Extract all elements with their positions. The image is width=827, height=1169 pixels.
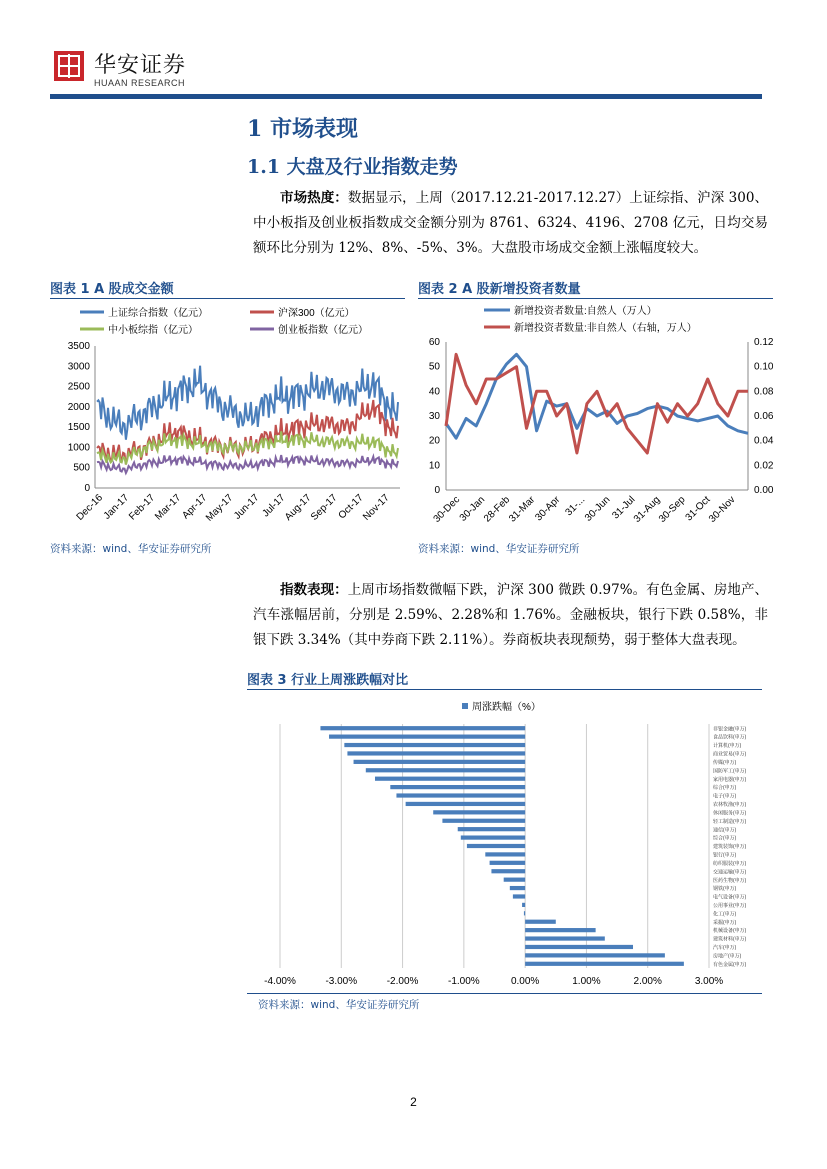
category-label: 医药生物(申万)	[713, 877, 747, 884]
x-tick-label: Dec-16	[74, 492, 106, 523]
bar	[504, 878, 525, 882]
category-label: 建筑材料(申万)	[713, 936, 747, 943]
category-label: 通信(申万)	[713, 827, 737, 834]
x-tick-label: 2.00%	[633, 976, 662, 987]
y-tick-label: 1000	[67, 442, 90, 454]
y-tick-label: 10	[428, 460, 440, 472]
x-tick-label: 30-Dec	[431, 494, 463, 525]
category-label: 交通运输(申万)	[713, 869, 747, 876]
category-label: 计算机(申万)	[713, 743, 742, 750]
logo-english: HUAAN RESEARCH	[94, 78, 186, 88]
y2-tick-label: 0.10	[754, 361, 774, 373]
legend-label: 上证综合指数（亿元）	[108, 308, 208, 319]
figure-1-chart	[50, 300, 410, 540]
legend-label: 沪深300（亿元）	[278, 308, 355, 319]
figure-1-rule	[50, 298, 405, 299]
figure-3-source: 资料来源：wind、华安证券研究所	[258, 999, 420, 1011]
x-tick-label: 28-Feb	[482, 494, 513, 525]
bar	[390, 785, 525, 789]
bar	[329, 735, 525, 739]
category-label: 轻工制造(申万)	[713, 818, 747, 825]
x-tick-label: Feb-17	[127, 492, 158, 523]
y-tick-label: 40	[428, 386, 440, 398]
category-label: 机械设备(申万)	[713, 928, 747, 935]
bar	[525, 920, 556, 924]
y2-tick-label: 0.04	[754, 435, 774, 447]
bar	[461, 835, 525, 839]
y2-tick-label: 0.12	[754, 337, 774, 348]
paragraph-text: 数据显示，上周（2017.12.21-2017.12.27）上证综指、沪深 300、中小板指及创业板指数成交金额分别为 8761、6324、4196、2708 亿元，日均交易额环比分别为 12%、8%、-5%、3%。大盘股市场成交金额上涨幅度较大。	[253, 190, 768, 256]
x-tick-label: 31-Aug	[631, 494, 663, 525]
category-label: 农林牧渔(申万)	[713, 802, 747, 809]
legend-label: 创业板指数（亿元）	[278, 325, 368, 336]
bar	[347, 751, 525, 755]
bar	[396, 793, 525, 797]
bar	[375, 777, 525, 781]
category-label: 食品饮料(申万)	[713, 734, 747, 741]
legend-label: 新增投资者数量:自然人（万人）	[514, 306, 657, 317]
bar	[320, 726, 525, 730]
category-label: 纺织服装(申万)	[713, 860, 747, 867]
figure-1-source: 资料来源：wind、华安证券研究所	[50, 543, 212, 555]
x-tick-label: 30-Nov	[707, 494, 738, 525]
x-tick-label: Jul-17	[260, 492, 288, 520]
figure-1-title: 图表 1 A 股成交金额	[50, 282, 174, 297]
category-label: 房地产(申万)	[713, 953, 742, 960]
page-number: 2	[410, 1095, 417, 1109]
bar	[510, 886, 525, 890]
y2-tick-label: 0.06	[754, 411, 774, 422]
category-label: 非银金融(申万)	[713, 726, 747, 733]
y2-tick-label: 0.00	[754, 485, 774, 496]
y-tick-label: 20	[428, 435, 440, 447]
x-tick-label: 31-...	[563, 494, 588, 519]
bar	[524, 911, 525, 915]
category-label: 传媒(申万)	[713, 759, 737, 766]
y-tick-label: 1500	[67, 422, 90, 434]
x-tick-label: Jun-17	[232, 492, 262, 522]
category-label: 建筑装饰(申万)	[713, 844, 747, 851]
bar	[490, 861, 526, 865]
x-tick-label: Nov-17	[361, 492, 392, 523]
legend-label: 新增投资者数量:非自然人（右轴，万人）	[514, 323, 697, 334]
subsection-heading: 1.1 大盘及行业指数走势	[247, 156, 458, 178]
category-label: 银行(申万)	[713, 852, 737, 859]
bar	[354, 760, 526, 764]
y2-tick-label: 0.02	[754, 460, 774, 472]
category-label: 钢铁(申万)	[713, 886, 737, 893]
category-label: 休闲服务(申万)	[713, 810, 747, 817]
x-tick-label: -3.00%	[325, 976, 358, 987]
x-tick-label: Mar-17	[153, 492, 184, 523]
x-tick-label: Apr-17	[180, 492, 210, 522]
category-label: 汽车(申万)	[713, 945, 737, 952]
bar	[485, 852, 525, 856]
x-tick-label: -4.00%	[264, 976, 296, 987]
bar	[344, 743, 525, 747]
category-label: 有色金属(申万)	[713, 961, 747, 968]
y-tick-label: 3000	[67, 361, 90, 373]
x-tick-label: 31-Jul	[610, 494, 638, 522]
x-tick-label: 1.00%	[572, 976, 601, 987]
category-label: 商业贸易(申万)	[713, 751, 747, 758]
x-tick-label: 30-Apr	[533, 494, 563, 524]
series-line	[446, 354, 748, 438]
y-tick-label: 500	[73, 462, 90, 474]
category-label: 公用事业(申万)	[713, 903, 747, 909]
x-tick-label: 30-Sep	[656, 494, 688, 525]
market-heat-paragraph	[253, 186, 768, 261]
legend-label: 中小板综指（亿元）	[108, 325, 198, 336]
x-tick-label: -1.00%	[448, 976, 480, 987]
bar	[406, 802, 526, 806]
logo-mark-icon	[54, 51, 84, 81]
figure-3-title: 图表 3 行业上周涨跌幅对比	[247, 673, 409, 688]
y-tick-label: 30	[428, 411, 440, 422]
category-label: 国防军工(申万)	[713, 768, 747, 775]
x-tick-label: Oct-17	[336, 492, 366, 522]
y-tick-label: 2500	[67, 381, 90, 393]
category-label: 化工(申万)	[713, 911, 737, 918]
bar	[366, 768, 525, 772]
logo-chinese: 华安证券	[94, 53, 187, 78]
header-rule	[50, 94, 762, 99]
figure-2-title: 图表 2 A 股新增投资者数量	[418, 282, 581, 297]
figure-2-source: 资料来源：wind、华安证券研究所	[418, 543, 580, 555]
y-tick-label: 0	[84, 483, 90, 494]
bar	[525, 953, 665, 957]
category-label: 电子(申万)	[713, 793, 737, 800]
bar	[513, 894, 525, 898]
y-tick-label: 0	[434, 485, 440, 496]
series-line	[446, 354, 748, 453]
x-tick-label: Jan-17	[101, 492, 132, 522]
category-label: 综合(申万)	[713, 835, 737, 842]
paragraph-text: 上周市场指数微幅下跌，沪深 300 微跌 0.97%。有色金属、房地产、汽车涨幅居前，分别是 2.59%、2.28%和 1.76%。金融板块，银行下跌 0.58%，非银下跌 3.34%（其中券商下跌 2.11%）。券商板块表现颓势，弱于整体大盘表现。	[253, 582, 769, 648]
category-label: 综合(申万)	[713, 785, 737, 792]
x-tick-label: 31-Oct	[683, 494, 713, 524]
y-tick-label: 2000	[67, 401, 90, 413]
x-tick-label: May-17	[204, 492, 236, 524]
bar	[458, 827, 525, 831]
category-label: 家用电器(申万)	[713, 776, 747, 783]
bar	[522, 903, 525, 907]
x-tick-label: 3.00%	[694, 976, 724, 987]
bar	[442, 819, 525, 823]
bar	[525, 928, 595, 932]
category-label: 采掘(申万)	[713, 919, 737, 926]
x-tick-label: -2.00%	[386, 976, 419, 987]
x-tick-label: 30-Jan	[457, 494, 488, 524]
figure-2-chart	[418, 300, 778, 540]
y-tick-label: 3500	[67, 341, 90, 352]
bar	[525, 936, 605, 940]
y-tick-label: 60	[428, 337, 440, 348]
category-label: 电气设备(申万)	[713, 894, 747, 901]
legend-swatch	[462, 703, 468, 709]
bar	[525, 945, 633, 949]
paragraph-lead: 市场热度：	[280, 190, 348, 206]
series-line	[97, 366, 398, 440]
bar	[433, 810, 525, 814]
figure-2-rule	[418, 298, 773, 299]
figure-3-chart	[247, 692, 763, 992]
bar	[491, 869, 525, 873]
bar	[525, 962, 684, 966]
paragraph-lead: 指数表现：	[280, 582, 348, 598]
y2-tick-label: 0.08	[754, 386, 774, 398]
x-tick-label: 30-Jun	[582, 494, 613, 524]
y-tick-label: 50	[428, 361, 440, 373]
x-tick-label: 0.00%	[510, 976, 540, 987]
index-performance-paragraph	[253, 578, 768, 653]
section-heading: 1 市场表现	[247, 116, 358, 142]
figure-3-bottom-rule	[247, 993, 762, 994]
figure-3-rule	[247, 689, 762, 690]
x-tick-label: Sep-17	[309, 492, 340, 523]
x-tick-label: 31-Mar	[507, 494, 538, 525]
legend-label: 周涨跌幅（%）	[472, 702, 541, 713]
series-line	[97, 431, 398, 464]
x-tick-label: Aug-17	[282, 492, 314, 523]
bar	[467, 844, 525, 848]
